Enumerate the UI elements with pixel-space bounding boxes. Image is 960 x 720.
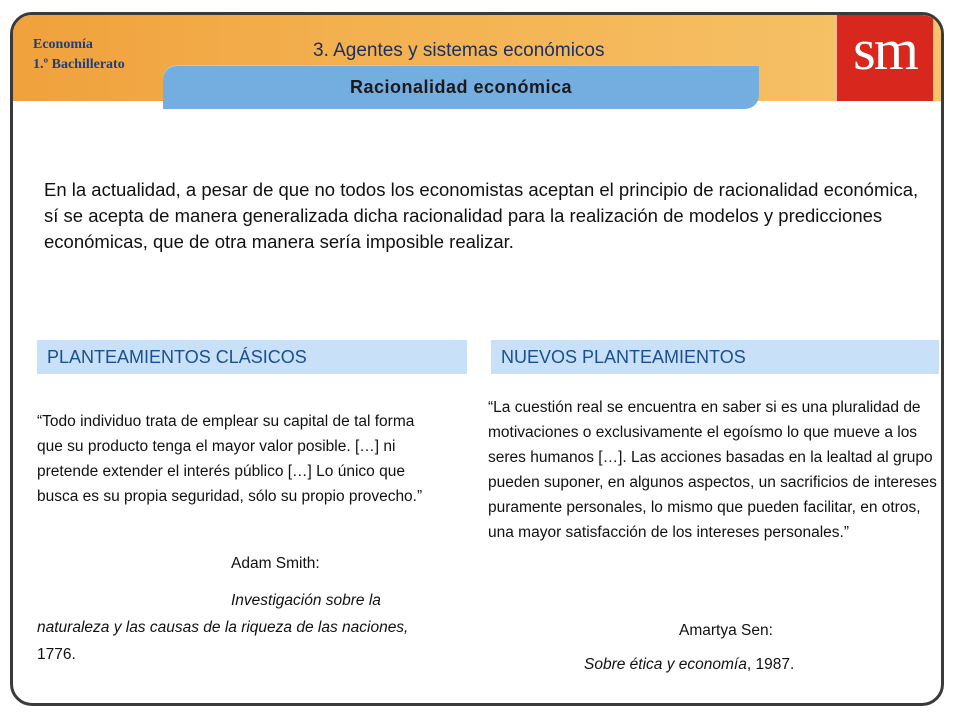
smith-citation [37, 587, 442, 668]
unit-title: 3. Agentes y sistemas económicos [313, 40, 605, 61]
sen-quote: “La cuestión real se encuentra en saber si es una pluralidad de motivaciones o exclusivamente el egoísmo lo que mueve a los seres humanos […]. Las acciones basadas en la lealtad al grupo pueden suponer, en algunos aspectos, un sacrificios de intereses puramente personales, lo mismo que pueden facilitar, en otros, una mayor satisfacción de los intereses personales.” [488, 399, 937, 541]
logo-text: sm [853, 17, 917, 82]
subject-label [33, 35, 125, 75]
sen-author: Amartya Sen: [679, 622, 773, 639]
smith-author: Adam Smith: [231, 555, 320, 572]
subject-name: Economía [33, 37, 93, 52]
smith-quote: “Todo individuo trata de emplear su capital de tal forma que su producto tenga el mayor valor posible. […] ni pretende extender el interés público […] Lo único que busca es su propia seguridad, sólo su propio provecho.” [37, 413, 423, 505]
intro-paragraph: En la actualidad, a pesar de que no todos los economistas aceptan el principio de racionalidad económica, sí se acepta de manera generalizada dicha racionalidad para la realización de modelos y predicciones económicas, que de otra manera sería imposible realizar. [44, 179, 919, 252]
smith-work-title: Investigación sobre la naturaleza y las causas de la riqueza de las naciones, [37, 592, 409, 636]
sen-year: , 1987. [746, 656, 795, 673]
course-level: 1.º Bachillerato [33, 57, 125, 72]
sm-logo [836, 15, 933, 101]
slide-frame [10, 12, 944, 706]
topic-title: Racionalidad económica [349, 77, 573, 97]
new-approaches-heading: NUEVOS PLANTEAMIENTOS [491, 340, 939, 374]
sen-citation [584, 652, 794, 677]
sen-work-title: Sobre ética y economía [584, 656, 747, 673]
topic-bar [163, 65, 759, 109]
classical-heading: PLANTEAMIENTOS CLÁSICOS [37, 340, 467, 374]
smith-year: 1776. [37, 646, 76, 663]
